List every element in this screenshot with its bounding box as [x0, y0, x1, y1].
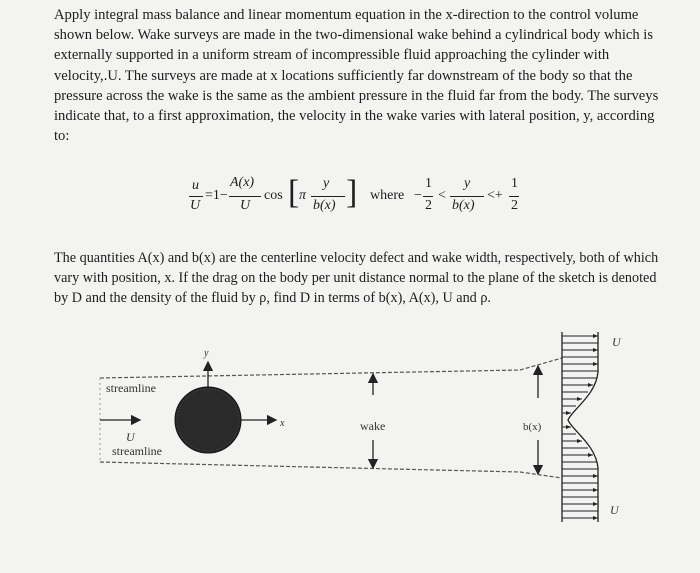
label-streamline-bottom: streamline [112, 444, 162, 458]
label-y-axis: y [204, 348, 209, 359]
eq-b: b(x) [313, 198, 336, 213]
eq-b2: b(x) [452, 198, 475, 213]
eq-u: u [192, 178, 199, 193]
eq-half-den: 2 [425, 198, 432, 213]
eq-U: U [190, 198, 201, 213]
label-u-left: U [126, 430, 135, 444]
eq-bracket-right: ] [346, 174, 358, 211]
eq-U2: U [240, 198, 251, 213]
eq-y2: y [464, 176, 471, 191]
problem-paragraph-2: The quantities A(x) and b(x) are the centerline velocity defect and wake width, respectively, both of which vary with position, x. If the drag on the body per unit distance normal to the plane of the sketch is denoted by D and the density of the fluid by ρ, find D in terms of b(x), A(x), U and ρ. [54, 250, 659, 306]
eq-equals-one: =1− [205, 188, 228, 203]
eq-half2-den: 2 [511, 198, 518, 213]
velocity-profile [568, 332, 598, 522]
eq-where: where [370, 188, 405, 203]
eq-y: y [323, 176, 330, 191]
label-wake: wake [360, 419, 386, 433]
top-boundary [100, 358, 562, 378]
label-x-axis: x [280, 418, 285, 429]
eq-lt1: < [438, 188, 446, 203]
label-u-bottom-right: U [610, 503, 619, 517]
eq-neg: − [414, 188, 422, 203]
cylinder [175, 387, 241, 453]
eq-lt2: <+ [487, 188, 503, 203]
eq-cos: cos [264, 188, 283, 203]
label-bx: b(x) [523, 421, 542, 433]
eq-bracket-left: [ [288, 174, 300, 211]
problem-paragraph-1: Apply integral mass balance and linear momentum equation in the x-direction to the control volume shown below. Wake surveys are made in the two-dimensional wake behind a cylindrical body which is externally supported in a uniform stream of incompressible fluid approaching the cylinder with velocity,.U. The surveys are made at x locations sufficiently far downstream of the body so that the pressure across the wake is the same as the ambient pressure in the fluid far from the body. The surveys indicate that, to a first approximation, the velocity in the wake varies with lateral position, y, according to: [54, 7, 659, 145]
label-u-top-right: U [612, 335, 621, 349]
eq-half2-num: 1 [511, 176, 518, 191]
bottom-boundary [100, 462, 562, 478]
eq-half-num: 1 [425, 176, 432, 191]
eq-pi: π [299, 188, 307, 203]
label-streamline-top: streamline [106, 381, 156, 395]
eq-A: A(x) [230, 175, 255, 190]
